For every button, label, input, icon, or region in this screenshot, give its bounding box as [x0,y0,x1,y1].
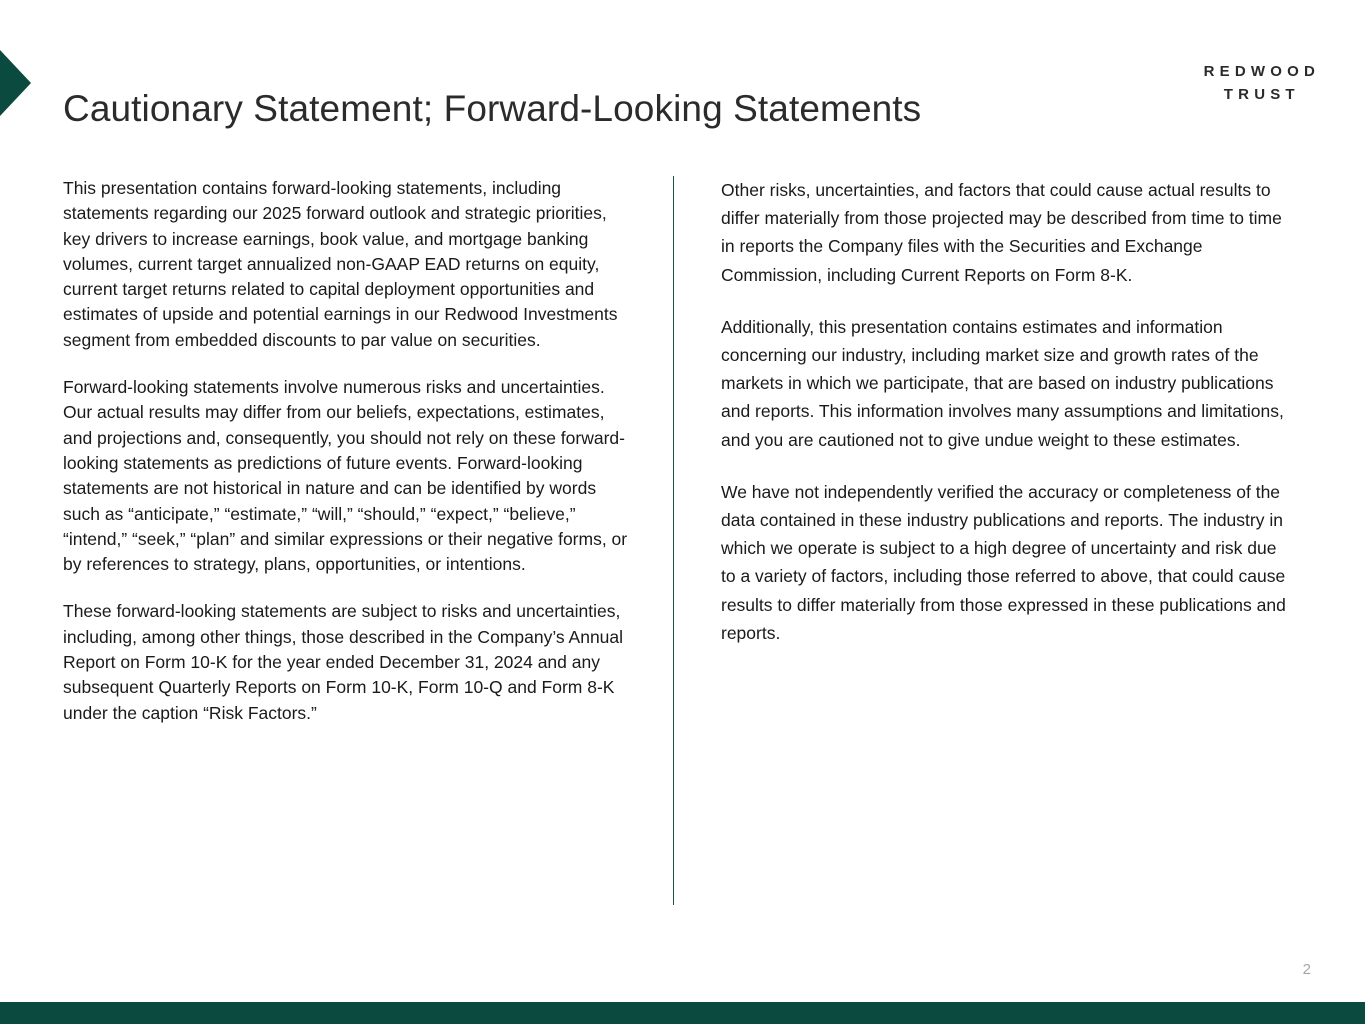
footer-bar [0,1002,1365,1024]
paragraph: These forward-looking statements are subject to risks and uncertainties, including, among other things, those described in the Company’s Annual Report on Form 10-K for the year ended December 31, 2024 and any subsequent Quarterly Reports on Form 10-K, Form 10-Q and Form 8-K under the caption “Risk Factors.” [63,601,624,723]
right-text-column [721,176,1287,647]
paragraph: We have not independently verified the accuracy or completeness of the data contained in these industry publications and reports. The industry in which we operate is subject to a high degree of uncertainty and risk due to a variety of factors, including those referred to above, that could cause results to differ materially from those expressed in these publications and reports. [721,481,1286,643]
page-number: 2 [1302,961,1311,978]
paragraph: Additionally, this presentation contains estimates and information concerning our industry, including market size and growth rates of the markets in which we participate, that are based on industry publications and reports. This information involves many assumptions and limitations, and you are cautioned not to give undue weight to these estimates. [721,316,1284,450]
left-text-column [63,176,635,726]
page-title: Cautionary Statement; Forward-Looking Statements [63,87,922,129]
paragraph: Other risks, uncertainties, and factors that could cause actual results to differ materially from those projected may be described from time to time in reports the Company files with the Securities and Exchange Commission, including Current Reports on Form 8-K. [721,180,1282,285]
paragraph: Forward-looking statements involve numerous risks and uncertainties. Our actual results may differ from our beliefs, expectations, estimates, and projections and, consequently, you should not rely on these forward-looking statements as predictions of future events. Forward-looking statements are not historical in nature and can be identified by words such as “anticipate,” “estimate,” “will,” “should,” “expect,” “believe,” “intend,” “seek,” “plan” and similar expressions or their negative forms, or by references to strategy, plans, opportunities, or intentions. [63,377,628,575]
triangle-accent-icon [0,50,31,116]
redwood-trust-logo [1204,60,1320,107]
logo-line-redwood: REDWOOD [1203,63,1320,80]
logo-line-trust: TRUST [1223,86,1300,104]
paragraph: This presentation contains forward-looking statements, including statements regarding our 2025 forward outlook and strategic priorities, key drivers to increase earnings, book value, and mortgage banking volumes, current target annualized non-GAAP EAD returns on equity, current target returns related to capital deployment opportunities and estimates of upside and potential earnings in our Redwood Investments segment from embedded discounts to par value on securities. [63,178,618,350]
column-divider [673,176,674,905]
